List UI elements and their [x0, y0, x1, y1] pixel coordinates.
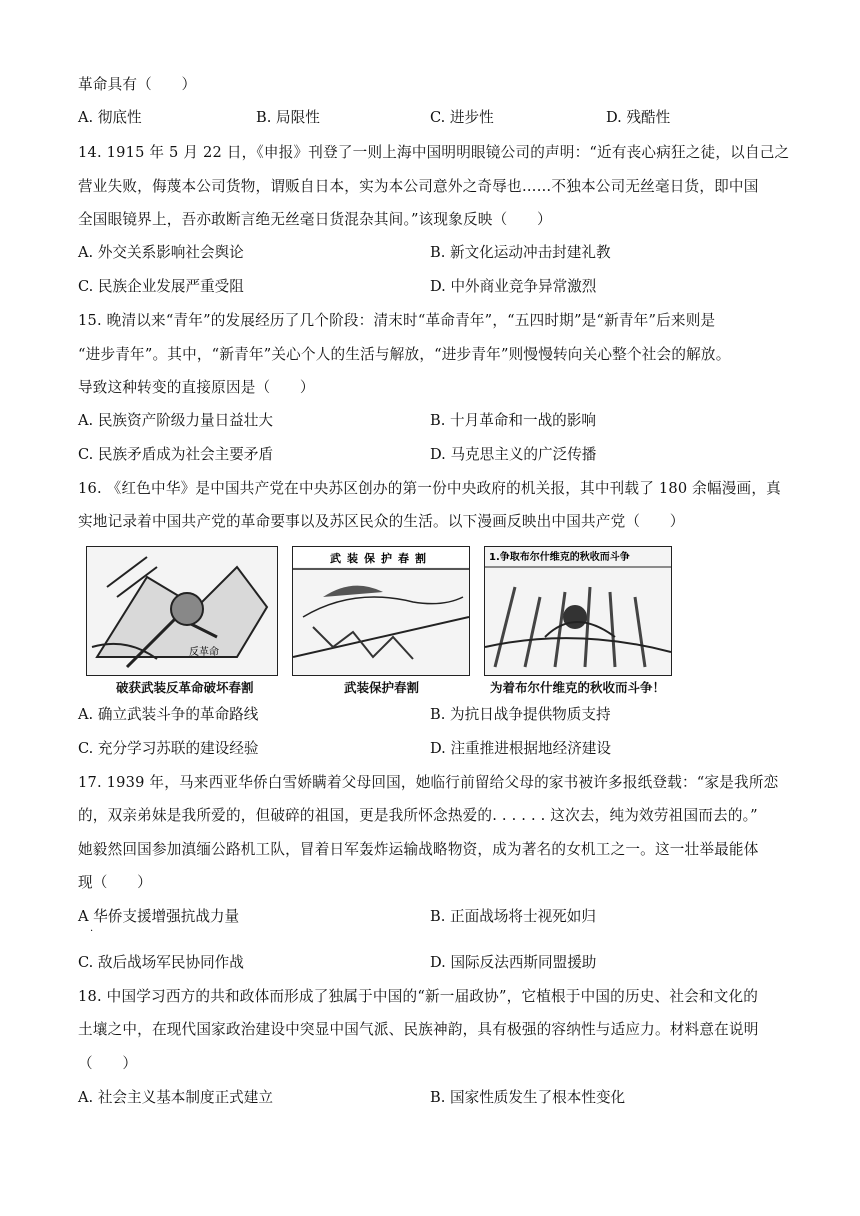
q17-stem-line2: 的，双亲弟妹是我所爱的，但破碎的祖国，更是我所怀念热爱的. . . . . . 这次去，纯为效劳祖国而去的。”	[78, 807, 758, 824]
q15-stem-line1: 15. 晚清以来“青年”的发展经历了几个阶段：清末时“革命青年”，“五四时期”是“新青年”后来则是	[78, 312, 716, 329]
q15-option-c: C. 民族矛盾成为社会主要矛盾	[78, 446, 274, 463]
cartoon-panel-1-drawing	[87, 547, 277, 675]
q18-stem-line2: 土壤之中，在现代国家政治建设中突显中国气派、民族神韵，具有极强的容纳性与适应力。材料意在说明	[78, 1021, 759, 1038]
panel3-banner: 1.争取布尔什维克的秋收而斗争	[489, 552, 630, 563]
q15-option-b: B. 十月革命和一战的影响	[430, 412, 596, 429]
panel1-label: 反革命	[189, 647, 219, 658]
panel2-banner: 武装保护春割	[330, 552, 432, 565]
q17-option-d: D. 国际反法西斯同盟援助	[430, 954, 597, 971]
cartoon-panel-3-drawing	[485, 547, 671, 675]
q17-option-c: C. 敌后战场军民协同作战	[78, 954, 244, 971]
cartoon-panel-3	[484, 546, 672, 676]
q13-stem-end: 革命具有（ ）	[78, 76, 197, 93]
cartoon-caption-3: 为着布尔什维克的秋收而斗争！	[490, 680, 666, 695]
q14-stem-line1: 14. 1915 年 5 月 22 日，《申报》刊登了一则上海中国明明眼镜公司的声明：“近有丧心病狂之徒，以自己之	[78, 144, 790, 161]
q14-stem-line3: 全国眼镜界上，吾亦敢断言绝无丝毫日货混杂其间。”该现象反映（ ）	[78, 211, 552, 228]
q16-stem-line2: 实地记录着中国共产党的革命要事以及苏区民众的生活。以下漫画反映出中国共产党（ ）	[78, 513, 685, 530]
cartoon-caption-1: 破获武装反革命破坏春割	[116, 680, 254, 695]
q15-option-a: A. 民族资产阶级力量日益壮大	[78, 412, 273, 429]
q17-option-a: A 华侨支援增强抗战力量	[78, 908, 240, 925]
q13-option-c: C. 进步性	[430, 109, 494, 126]
q16-option-a: A. 确立武装斗争的革命路线	[78, 706, 259, 723]
q14-option-a: A. 外交关系影响社会舆论	[78, 244, 244, 261]
q18-option-b: B. 国家性质发生了根本性变化	[430, 1089, 626, 1106]
q17-stem-line4: 现（ ）	[78, 874, 152, 891]
q15-stem-line3: 导致这种转变的直接原因是（ ）	[78, 379, 315, 396]
q17-stem-line3: 她毅然回国参加滇缅公路机工队，冒着日军轰炸运输战略物资，成为著名的女机工之一。这一壮举最能体	[78, 841, 759, 858]
q14-option-c: C. 民族企业发展严重受阻	[78, 278, 244, 295]
q16-option-c: C. 充分学习苏联的建设经验	[78, 740, 259, 757]
cartoon-caption-2: 武装保护春割	[344, 680, 420, 695]
q18-option-a: A. 社会主义基本制度正式建立	[78, 1089, 273, 1106]
q17-stem-line1: 17. 1939 年，马来西亚华侨白雪娇瞒着父母回国，她临行前留给父母的家书被许多报纸登载：“家是我所恋	[78, 774, 779, 791]
q15-option-d: D. 马克思主义的广泛传播	[430, 446, 597, 463]
q16-stem-line1: 16. 《红色中华》是中国共产党在中央苏区创办的第一份中央政府的机关报，其中刊载了 180 余幅漫画，真	[78, 480, 781, 497]
q16-option-b: B. 为抗日战争提供物质支持	[430, 706, 611, 723]
q13-option-a: A. 彻底性	[78, 109, 142, 126]
q18-stem-line1: 18. 中国学习西方的共和政体而形成了独属于中国的“新一届政协”，它植根于中国的历史、社会和文化的	[78, 988, 759, 1005]
q13-option-d: D. 残酷性	[606, 109, 671, 126]
cartoon-panel-1	[86, 546, 278, 676]
cartoon-figure	[78, 546, 678, 706]
q14-stem-line2: 营业失败，侮蔑本公司货物，谓贩自日本，实为本公司意外之奇辱也……不独本公司无丝毫日货，即中国	[78, 178, 759, 195]
q16-option-d: D. 注重推进根据地经济建设	[430, 740, 611, 757]
q14-option-d: D. 中外商业竞争异常激烈	[430, 278, 597, 295]
q17-option-b: B. 正面战场将士视死如归	[430, 908, 596, 925]
cartoon-panel-2-drawing	[293, 547, 469, 675]
q18-stem-line3: （ ）	[78, 1055, 138, 1072]
option-dot-mark: ·	[90, 926, 94, 937]
cartoon-panel-2	[292, 546, 470, 676]
q15-stem-line2: “进步青年”。其中，“新青年”关心个人的生活与解放，“进步青年”则慢慢转向关心整个社会的解放。	[78, 346, 731, 363]
q13-option-b: B. 局限性	[256, 109, 320, 126]
q14-option-b: B. 新文化运动冲击封建礼教	[430, 244, 611, 261]
